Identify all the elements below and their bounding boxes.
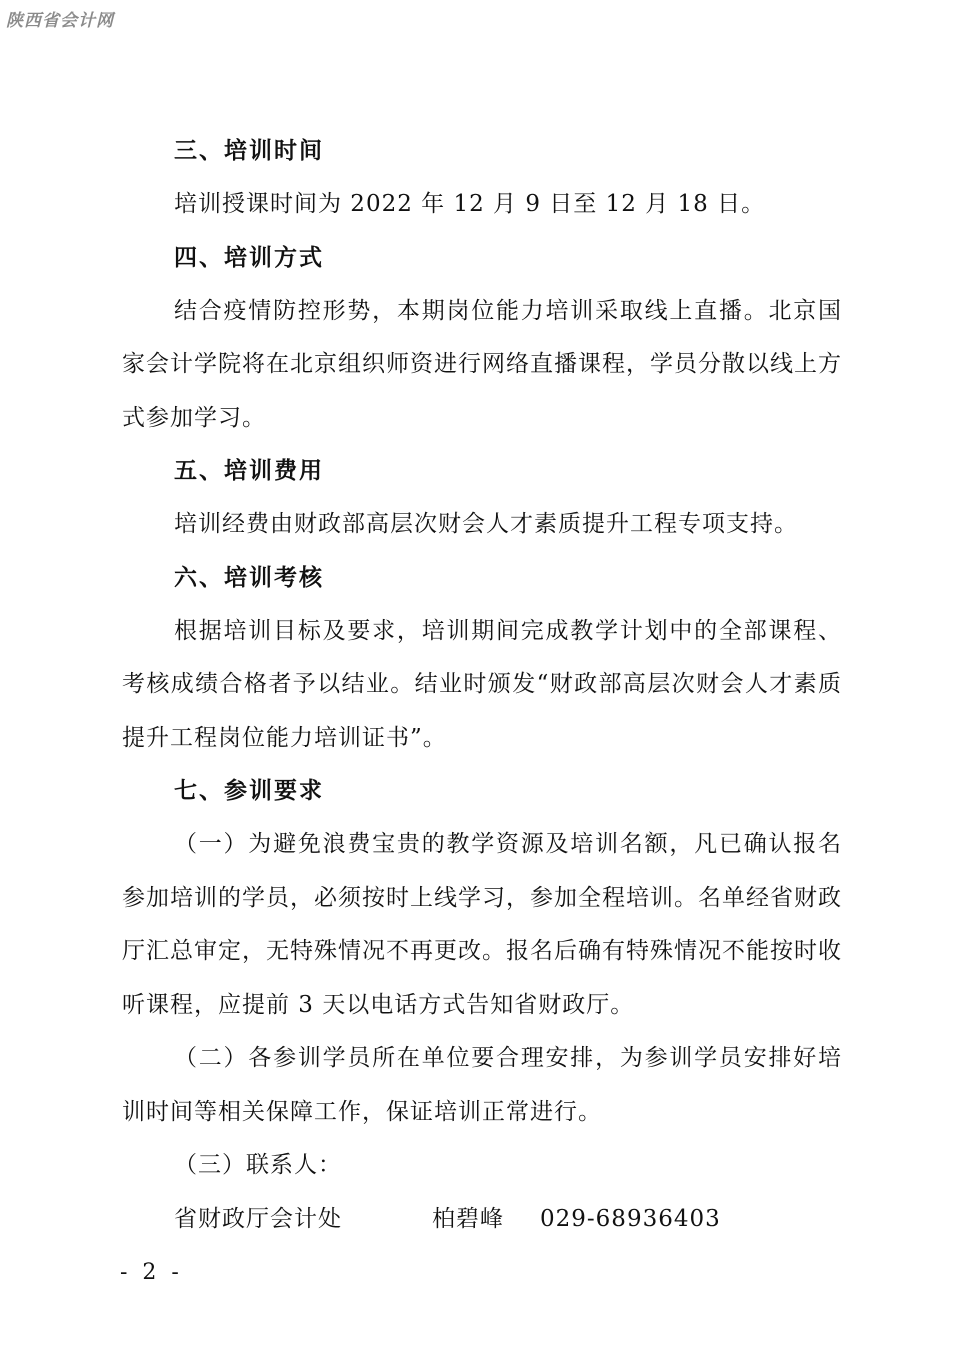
paragraph-training-time: 培训授课时间为 2022 年 12 月 9 日至 12 月 18 日。 xyxy=(174,191,766,217)
contact-department: 省财政厅会计处 xyxy=(174,1205,342,1232)
section-heading-requirements: 七、参训要求 xyxy=(174,778,324,804)
watermark-logo: 陕西省会计网 xyxy=(6,11,114,31)
section-heading-training-fee: 五、培训费用 xyxy=(174,458,324,484)
section-heading-training-time: 三、培训时间 xyxy=(174,138,324,164)
contact-line xyxy=(122,1193,842,1246)
paragraph-training-assessment: 根据培训目标及要求，培训期间完成教学计划中的全部课程、考核成绩合格者予以结业。结业时颁发“财政部高层次财会人才素质提升工程岗位能力培训证书”。 xyxy=(122,617,842,751)
paragraph-training-method: 结合疫情防控形势，本期岗位能力培训采取线上直播。北京国家会计学院将在北京组织师资进行网络直播课程，学员分散以线上方式参加学习。 xyxy=(122,297,842,431)
paragraph-training-fee: 培训经费由财政部高层次财会人才素质提升工程专项支持。 xyxy=(174,511,798,537)
document-body xyxy=(122,125,842,1246)
paragraph-requirement-3: （三）联系人： xyxy=(174,1152,342,1178)
section-heading-training-assessment: 六、培训考核 xyxy=(174,564,324,591)
paragraph-requirement-1: （一）为避免浪费宝贵的教学资源及培训名额，凡已确认报名参加培训的学员，必须按时上线学习，参加全程培训。名单经省财政厅汇总审定，无特殊情况不再更改。报名后确有特殊情况不能按时收听课程，应提前 3 天以电话方式告知省财政厅。 xyxy=(122,831,842,1018)
page-number: - 2 - xyxy=(120,1260,183,1285)
section-heading-training-method: 四、培训方式 xyxy=(174,244,324,271)
contact-person: 柏碧峰 xyxy=(432,1205,504,1232)
paragraph-requirement-2: （二）各参训学员所在单位要合理安排，为参训学员安排好培训时间等相关保障工作，保证培训正常进行。 xyxy=(122,1045,842,1125)
contact-phone: 029-68936403 xyxy=(540,1205,721,1232)
